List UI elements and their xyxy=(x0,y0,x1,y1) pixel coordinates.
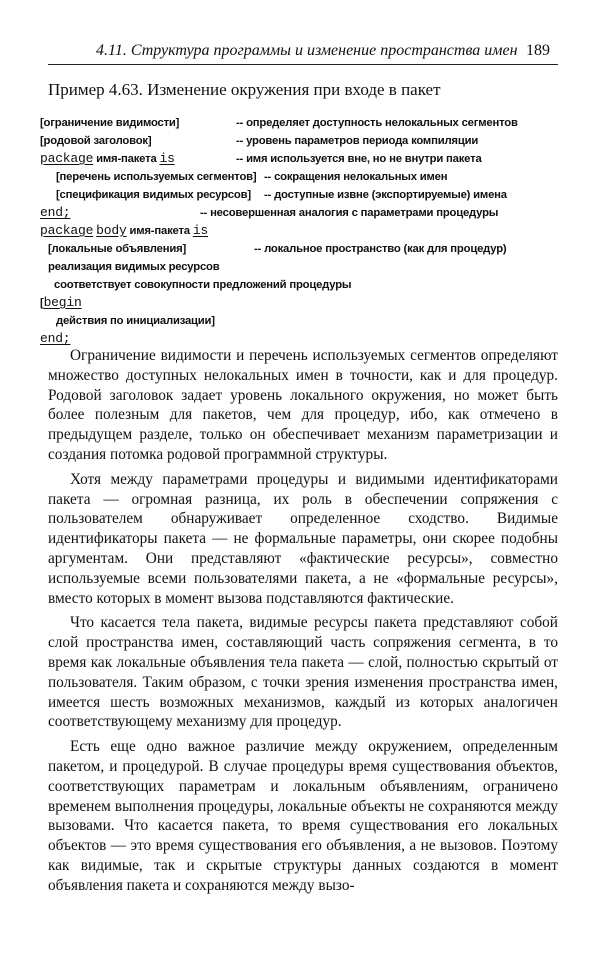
code-line xyxy=(48,240,186,258)
body-text xyxy=(48,346,558,896)
code-line xyxy=(40,150,175,168)
code-line xyxy=(56,186,251,204)
code-comment: -- несовершенная аналогия с параметрами процедуры xyxy=(200,207,499,219)
keyword-package: package xyxy=(40,223,94,238)
code-line xyxy=(48,258,219,276)
code-comment: -- локальное пространство (как для процедур) xyxy=(254,243,507,255)
code-line xyxy=(56,312,215,330)
keyword-begin: begin xyxy=(43,295,82,310)
example-title: Пример 4.63. Изменение окружения при входе в пакет xyxy=(48,80,441,99)
code-text: [ xyxy=(40,297,44,309)
code-text: действия по инициализации] xyxy=(56,315,215,327)
paragraph: Что касается тела пакета, видимые ресурсы пакета представляют собой слой пространства имен, составляющий часть сопряжения сегмента, в то время как локальные объявления тела пакета — слой, полностью скрытый от пользователя. Таким образом, с точки зрения изменения пространства имен, имеется шесть возможных механизмов, каждый из которых аналогичен соответствующему механизму для процедур. xyxy=(48,614,558,731)
code-line xyxy=(40,114,179,132)
keyword-end: end; xyxy=(40,205,71,220)
code-text: [родовой заголовок] xyxy=(40,135,152,147)
running-header xyxy=(48,40,558,65)
code-text: [ограничение видимости] xyxy=(40,117,180,129)
code-text: соответствует совокупности предложений процедуры xyxy=(54,279,352,291)
code-text: [локальные объявления] xyxy=(48,243,187,255)
code-text: реализация видимых ресурсов xyxy=(48,261,220,273)
keyword-end: end; xyxy=(40,331,71,346)
code-text: [перечень используемых сегментов] xyxy=(56,171,257,183)
code-line xyxy=(40,222,208,240)
code-line xyxy=(54,276,351,294)
code-comment: -- определяет доступность нелокальных сегментов xyxy=(236,117,518,129)
page-number: 189 xyxy=(526,42,550,59)
paragraph: Есть еще одно важное различие между окружением, определенным пакетом, и процедурой. В случае процедуры время существования объектов, соответствующих параметрам и локальным объявлениям, ограничено временем выполнения процедуры, локальные объекты не сохраняются между вызовами. Что касается пакета, то время существования его локальных объектов — это время существования его объявления, а не вызовов. Поэтому как видимые, так и скрытые структуры данных создаются в момент объявления пакета и сохраняются между вызо- xyxy=(48,738,558,894)
code-comment: -- уровень параметров периода компиляции xyxy=(236,135,479,147)
paragraph: Ограничение видимости и перечень используемых сегментов определяют множество доступных нелокальных имен в точности, как и для процедур. Родовой заголовок задает уровень локального окружения, но может быть более полезным для пакетов, чем для процедур, ибо, как отмечено в предыдущем разделе, только он обеспечивает механизм параметризации и создания потомка родовой программной структуры. xyxy=(48,347,558,463)
keyword-body: body xyxy=(96,223,127,238)
code-text: имя-пакета xyxy=(93,153,160,165)
keyword-is: is xyxy=(159,151,175,166)
paragraph: Хотя между параметрами процедуры и видимыми идентификаторами пакета — огромная разница, их роль в обеспечении сопряжения с пользователем обнаруживает определенное сходство. Видимые идентификаторы пакета — не формальные параметры, они скорее подобны аргументам. Они представляют «фактические ресурсы», совместно используемые всеми пользователями пакета, а не «формальные ресурсы», вместо которых в момент вызова подставляются фактические. xyxy=(48,470,558,607)
code-comment: -- сокращения нелокальных имен xyxy=(264,171,448,183)
keyword-is: is xyxy=(192,223,209,238)
code-comment: -- имя используется вне, но не внутри пакета xyxy=(236,153,482,165)
keyword-package: package xyxy=(40,151,94,166)
code-text: [спецификация видимых ресурсов] xyxy=(56,189,251,201)
code-line xyxy=(40,294,82,312)
code-text: имя-пакета xyxy=(126,225,193,237)
code-line xyxy=(56,168,256,186)
code-line xyxy=(40,204,70,222)
code-line xyxy=(40,132,151,150)
code-comment: -- доступные извне (экспортируемые) имена xyxy=(264,189,507,201)
section-title: 4.11. Структура программы и изменение пространства имен xyxy=(96,42,518,59)
